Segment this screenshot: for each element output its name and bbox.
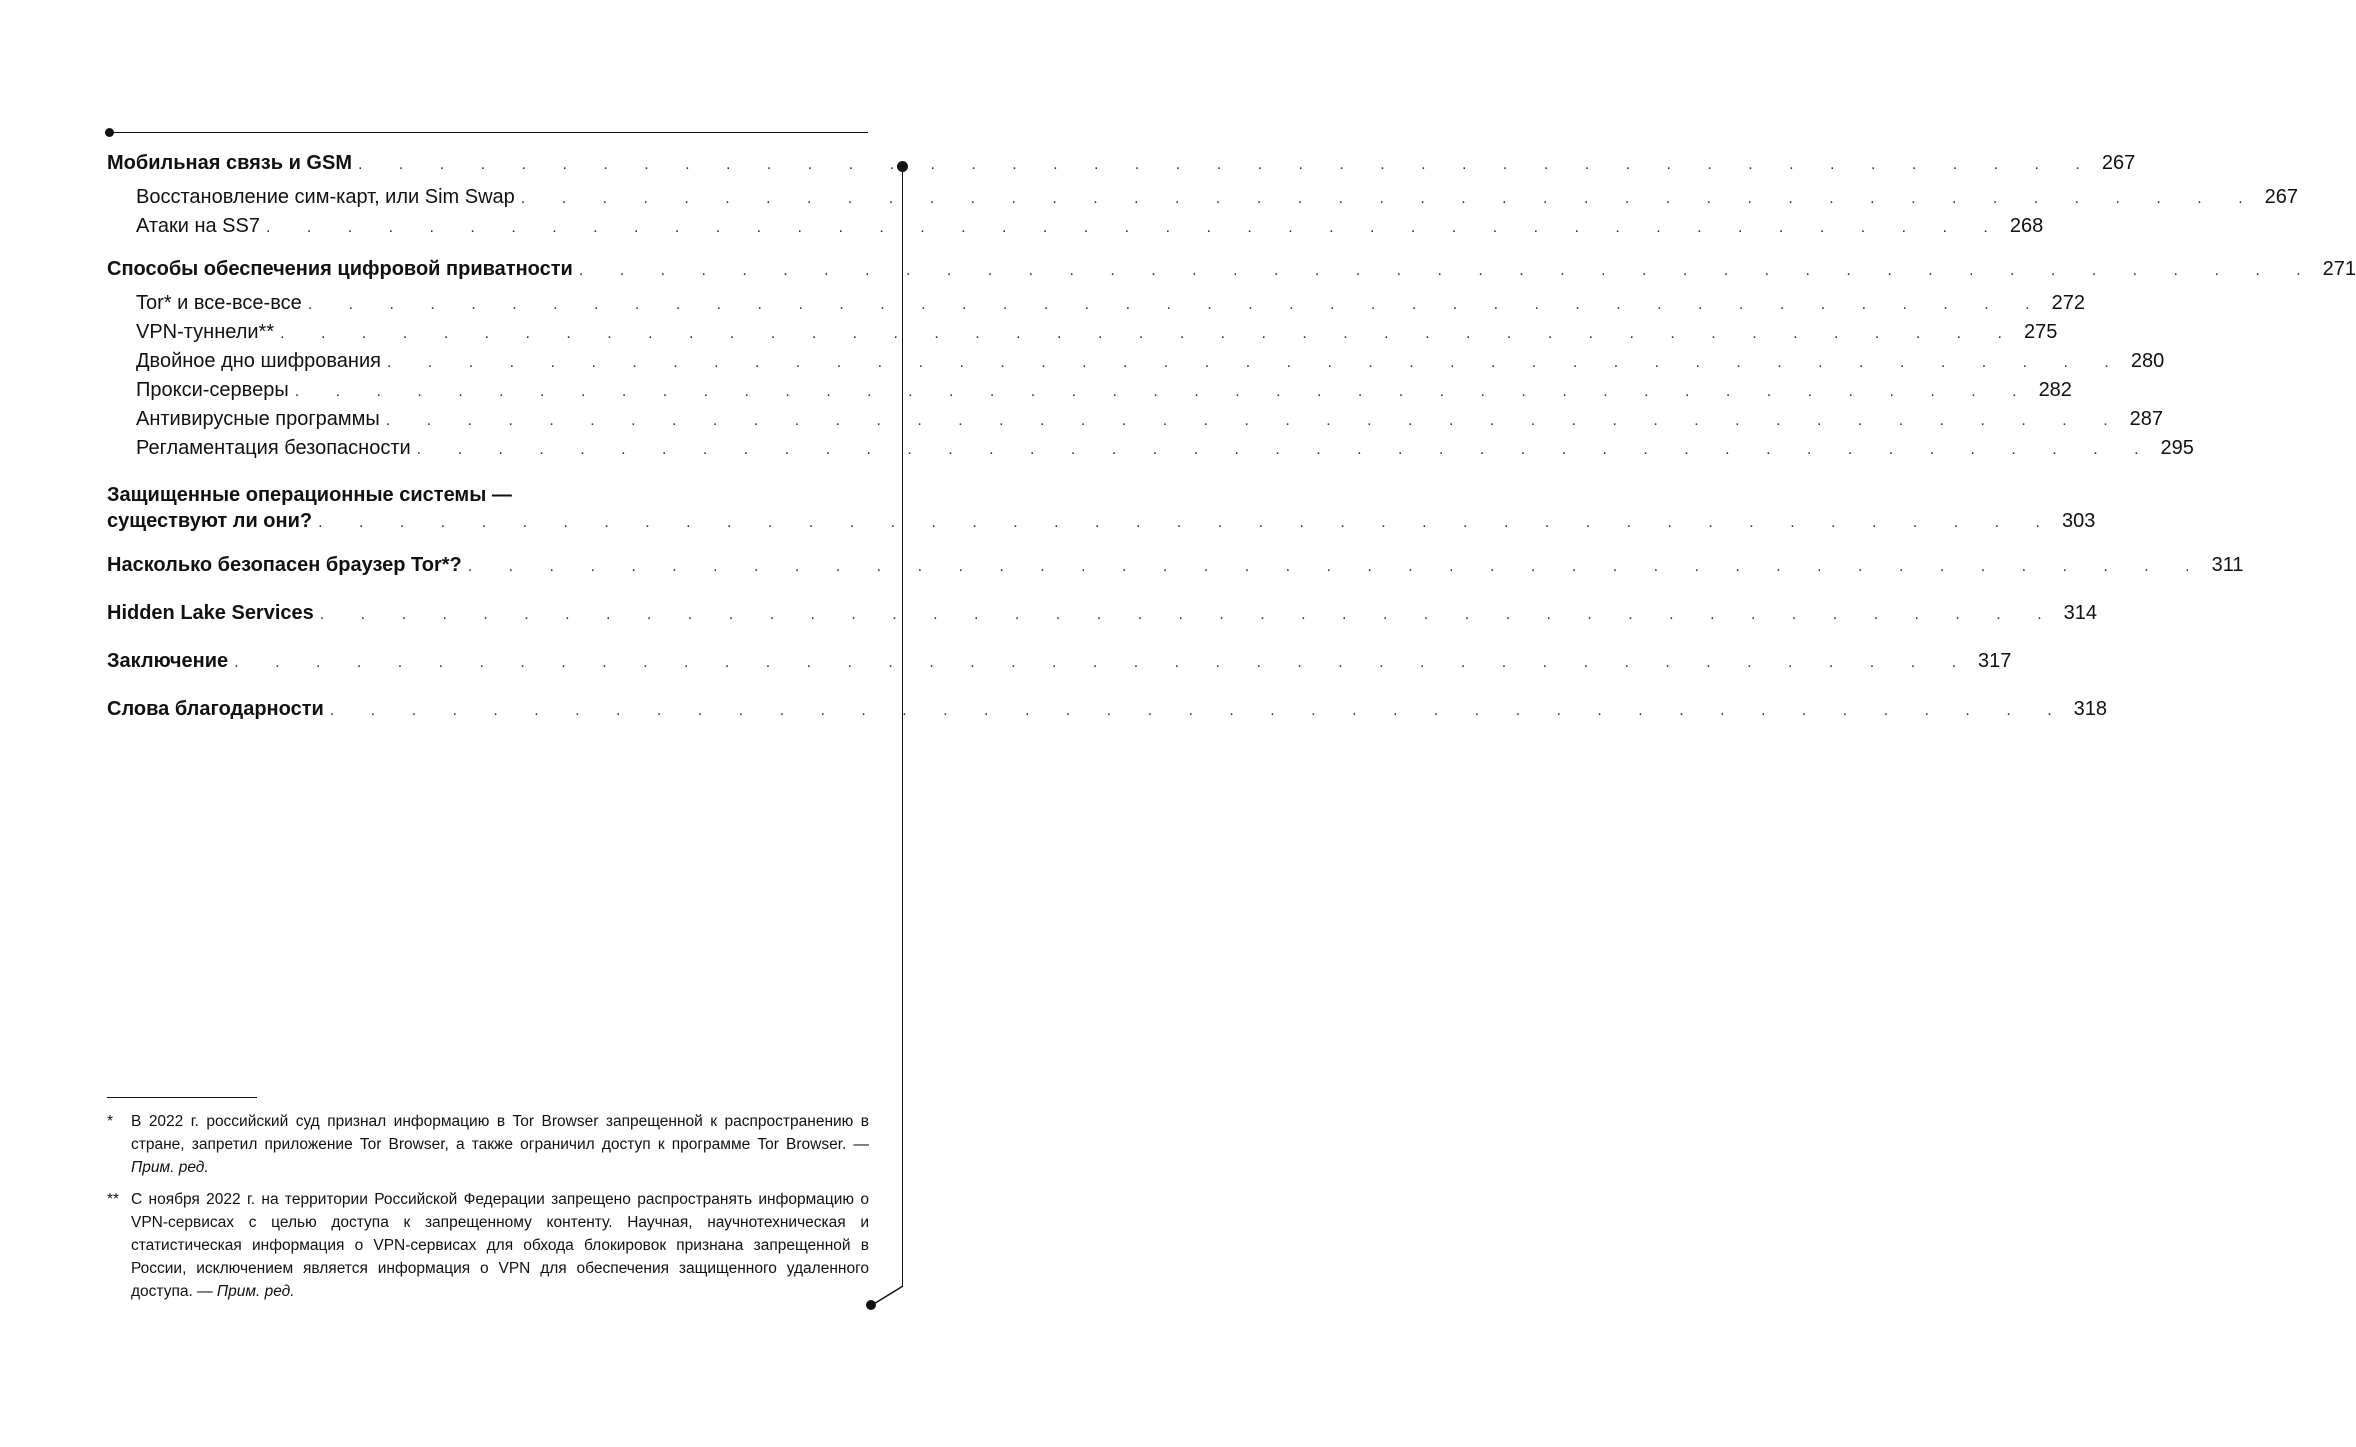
footnote-1 [107, 1110, 869, 1179]
toc-entry-page: 267 [2101, 152, 2136, 174]
toc-entry[interactable] [107, 258, 2356, 292]
toc-entry-page: 275 [2023, 321, 2058, 343]
toc-entry-title: VPN-туннели** [136, 321, 275, 343]
toc-entry-title: Антивирусные программы [136, 408, 380, 430]
toc-entry-title: Мобильная связь и GSM [107, 152, 352, 174]
toc-entry-page: 268 [2009, 215, 2044, 237]
toc-entry-page: 317 [1978, 650, 2012, 672]
toc-entry[interactable] [107, 321, 2058, 350]
toc-leader-dots: . . . . . . . . . . . . . . . . . . . . . . . . . . . . . . . . . . . . . . . . . . . [319, 606, 2058, 623]
toc-entry-page: 267 [2264, 186, 2299, 208]
footnote-note: Прим. ред. [216, 1283, 295, 1300]
footnote-text: В 2022 г. российский суд признал информацию в Tor Browser запрещенной к распространению в стране, запретил приложение Tor Browser, а также ограничил доступ к программе Tor Browser. — [131, 1113, 869, 1153]
toc-entry-page: 303 [2061, 510, 2096, 532]
toc-entry[interactable] [107, 152, 2136, 186]
toc-entry[interactable] [107, 698, 2108, 732]
toc-entry-title: Прокси-серверы [136, 379, 289, 401]
footnote-mark: * [107, 1113, 114, 1130]
toc-entry[interactable] [107, 215, 2044, 244]
toc-rows [107, 152, 2356, 466]
toc-leader-dots: . . . . . . . . . . . . . . . . . . . . . . . . . . . . . . . . . . . . . . . . . . . [578, 262, 2317, 279]
toc-entry-page: 282 [2038, 379, 2072, 401]
toc-entry-page: 318 [2073, 698, 2108, 720]
footnote-text: С ноября 2022 г. на территории Российской Федерации запрещено распространять информацию о VPN-сервисах с целью доступа к запрещенному контенту. Научная, научнотехническая и статистическая информация о VPN-сервисах для обхода блокировок признана запрещенной в России, исключением является информация о VPN для обеспечения защищенного удаленного доступа. — [131, 1191, 869, 1300]
toc-entry-page: 311 [2211, 554, 2244, 576]
top-rule [110, 132, 868, 133]
toc-entry-two-line[interactable] [107, 480, 2096, 540]
toc-entry[interactable] [107, 186, 2299, 215]
toc-entry-title: Hidden Lake Services [107, 602, 314, 624]
toc-entry-title: Регламентация безопасности [136, 437, 411, 459]
table-of-contents [107, 152, 2356, 732]
toc-leader-dots: . . . . . . . . . . . . . . . . . . . . . . . . . . . . . . . . . . . . . . . . . . . [265, 219, 2004, 236]
toc-entry[interactable] [107, 554, 2244, 588]
toc-leader-dots: . . . . . . . . . . . . . . . . . . . . . . . . . . . . . . . . . . . . . . . . . . . [385, 412, 2124, 429]
toc-entry[interactable] [107, 602, 2098, 636]
toc-entry[interactable] [107, 437, 2194, 466]
toc-entry-title: Двойное дно шифрования [136, 350, 381, 372]
toc-entry-title: Способы обеспечения цифровой приватности [107, 258, 573, 280]
toc-tail-rows [107, 554, 2244, 732]
toc-leader-dots: . . . . . . . . . . . . . . . . . . . . . . . . . . . . . . . . . . . . . . . . . . . [294, 383, 2033, 400]
footnotes [107, 1110, 869, 1312]
toc-entry-page: 272 [2051, 292, 2085, 314]
toc-leader-dots: . . . . . . . . . . . . . . . . . . . . . . . . . . . . . . . . . . . . . . . . . . . [386, 354, 2125, 371]
footnote-body [131, 1110, 869, 1179]
toc-leader-dots: . . . . . . . . . . . . . . . . . . . . . . . . . . . . . . . . . . . . . . . . . . . [467, 558, 2206, 575]
toc-entry-title: Восстановление сим-карт, или Sim Swap [136, 186, 515, 208]
toc-entry-title: Tor* и все-все-все [136, 292, 302, 314]
toc-entry-line2 [107, 510, 2096, 540]
toc-entry-page: 295 [2160, 437, 2194, 459]
toc-leader-dots: . . . . . . . . . . . . . . . . . . . . . . . . . . . . . . . . . . . . . . . . . . . [280, 325, 2018, 342]
toc-entry-page: 314 [2063, 602, 2098, 624]
toc-leader-dots: . . . . . . . . . . . . . . . . . . . . . . . . . . . . . . . . . . . . . . . . . . . [357, 156, 2096, 173]
footnote-note: Прим. ред. [131, 1159, 209, 1176]
toc-leader-dots: . . . . . . . . . . . . . . . . . . . . . . . . . . . . . . . . . . . . . . . . . . . [234, 654, 1973, 671]
footnote-2 [107, 1188, 869, 1303]
toc-leader-dots: . . . . . . . . . . . . . . . . . . . . . . . . . . . . . . . . . . . . . . . . . . . [416, 441, 2155, 458]
toc-entry[interactable] [107, 379, 2072, 408]
toc-entry-title-line2: существуют ли они? [107, 510, 313, 532]
toc-entry-page: 287 [2129, 408, 2164, 430]
toc-entry-page: 271 [2322, 258, 2356, 280]
toc-entry-title-line1: Защищенные операционные системы — [107, 484, 512, 506]
toc-entry-title: Атаки на SS7 [136, 215, 260, 237]
footnote-rule [107, 1097, 257, 1098]
toc-leader-dots: . . . . . . . . . . . . . . . . . . . . . . . . . . . . . . . . . . . . . . . . . . . [329, 702, 2068, 719]
toc-leader-dots: . . . . . . . . . . . . . . . . . . . . . . . . . . . . . . . . . . . . . . . . . . . [307, 296, 2046, 313]
toc-entry[interactable] [107, 350, 2165, 379]
toc-entry-title: Слова благодарности [107, 698, 324, 720]
toc-entry-title: Насколько безопасен браузер Tor*? [107, 554, 462, 576]
toc-leader-dots: . . . . . . . . . . . . . . . . . . . . . . . . . . . . . . . . . . . . . . . . . . . [520, 190, 2259, 207]
footnote-mark: ** [107, 1191, 120, 1208]
toc-entry-title: Заключение [107, 650, 229, 672]
toc-entry[interactable] [107, 408, 2164, 437]
toc-entry-page: 280 [2130, 350, 2165, 372]
toc-entry[interactable] [107, 650, 2012, 684]
footnote-body [131, 1188, 869, 1303]
toc-leader-dots: . . . . . . . . . . . . . . . . . . . . . . . . . . . . . . . . . . . . . . . . . . . [318, 514, 2056, 531]
toc-entry[interactable] [107, 292, 2085, 321]
